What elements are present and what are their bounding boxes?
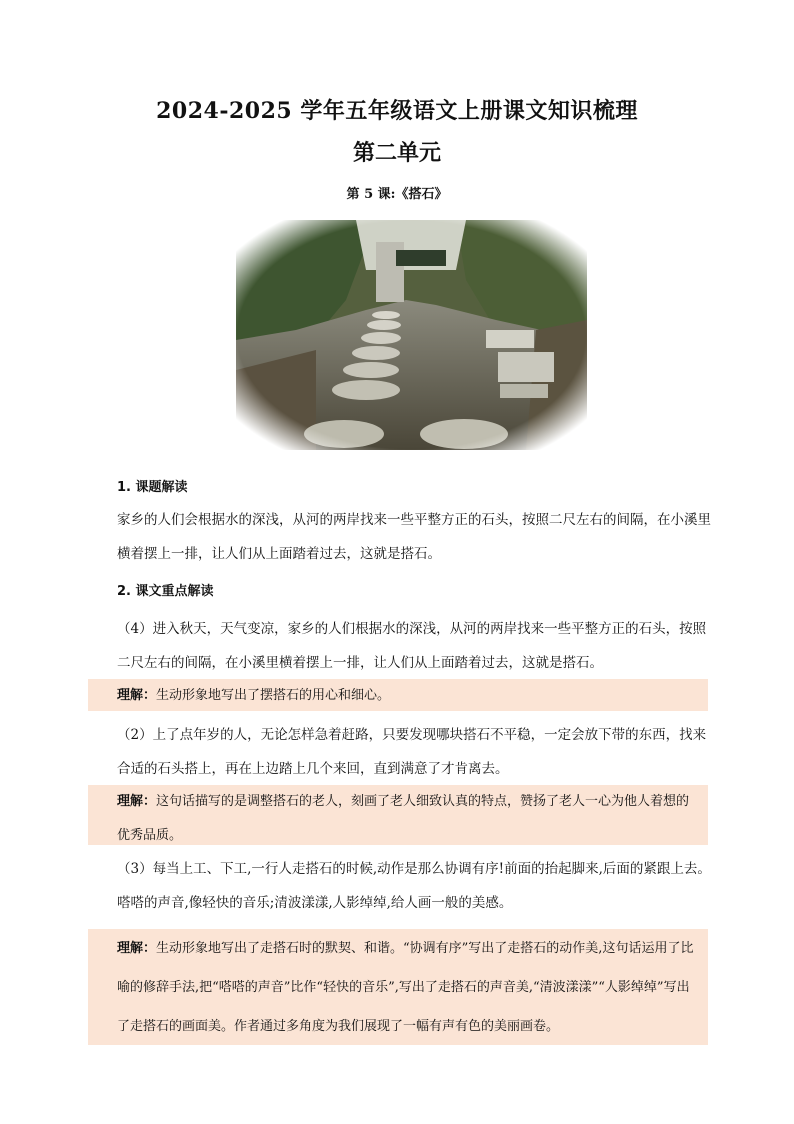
understanding-note-3 <box>88 929 708 1045</box>
key-passage-1: （4）进入秋天，天气变凉，家乡的人们根据水的深浅，从河的两岸找来一些平整方正的石头，按照二尺左右的间隔，在小溪里横着摆上一排，让人们从上面踏着过去，这就是搭石。 <box>117 621 707 671</box>
note-text: 这句话描写的是调整搭石的老人，刻画了老人细致认真的特点，赞扬了老人一心为他人着想的优秀品质。 <box>117 794 690 843</box>
lesson-title: 第 5 课:《搭石》 <box>346 187 448 202</box>
note-label: 理解： <box>117 794 157 809</box>
key-passage-3: （3）每当上工、下工,一行人走搭石的时候,动作是那么协调有序!前面的抬起脚来,后面的紧跟上去。嗒嗒的声音,像轻快的音乐;清波漾漾,人影绰绰,给人画一般的美感。 <box>117 861 711 911</box>
note-label: 理解： <box>117 941 157 956</box>
note-label: 理解： <box>117 688 157 703</box>
title-reading-text: 家乡的人们会根据水的深浅，从河的两岸找来一些平整方正的石头，按照二尺左右的间隔，在小溪里横着摆上一排，让人们从上面踏着过去，这就是搭石。 <box>117 512 711 562</box>
understanding-note-2 <box>88 785 708 845</box>
understanding-note-1 <box>88 679 708 711</box>
key-passage-2: （2）上了点年岁的人，无论怎样急着赶路，只要发现哪块搭石不平稳，一定会放下带的东西，找来合适的石头搭上，再在上边踏上几个来回，直到满意了才肯离去。 <box>117 727 707 777</box>
note-text: 生动形象地写出了走搭石时的默契、和谐。“协调有序”写出了走搭石的动作美,这句话运用了比喻的修辞手法,把“嗒嗒的声音”比作“轻快的音乐”,写出了走搭石的声音美,“清波漾漾”“人影绰绰”写出了走搭石的画面美。作者通过多角度为我们展现了一幅有声有色的美丽画卷。 <box>117 941 694 1034</box>
stepping-stones-photo <box>236 220 587 450</box>
section-heading-key-points: 2. 课文重点解读 <box>117 584 214 599</box>
unit-title: 第二单元 <box>352 140 441 166</box>
section-heading-title-reading: 1. 课题解读 <box>117 480 188 495</box>
note-text: 生动形象地写出了摆搭石的用心和细心。 <box>156 688 391 703</box>
document-title: 2024-2025 学年五年级语文上册课文知识梳理 <box>156 98 638 124</box>
